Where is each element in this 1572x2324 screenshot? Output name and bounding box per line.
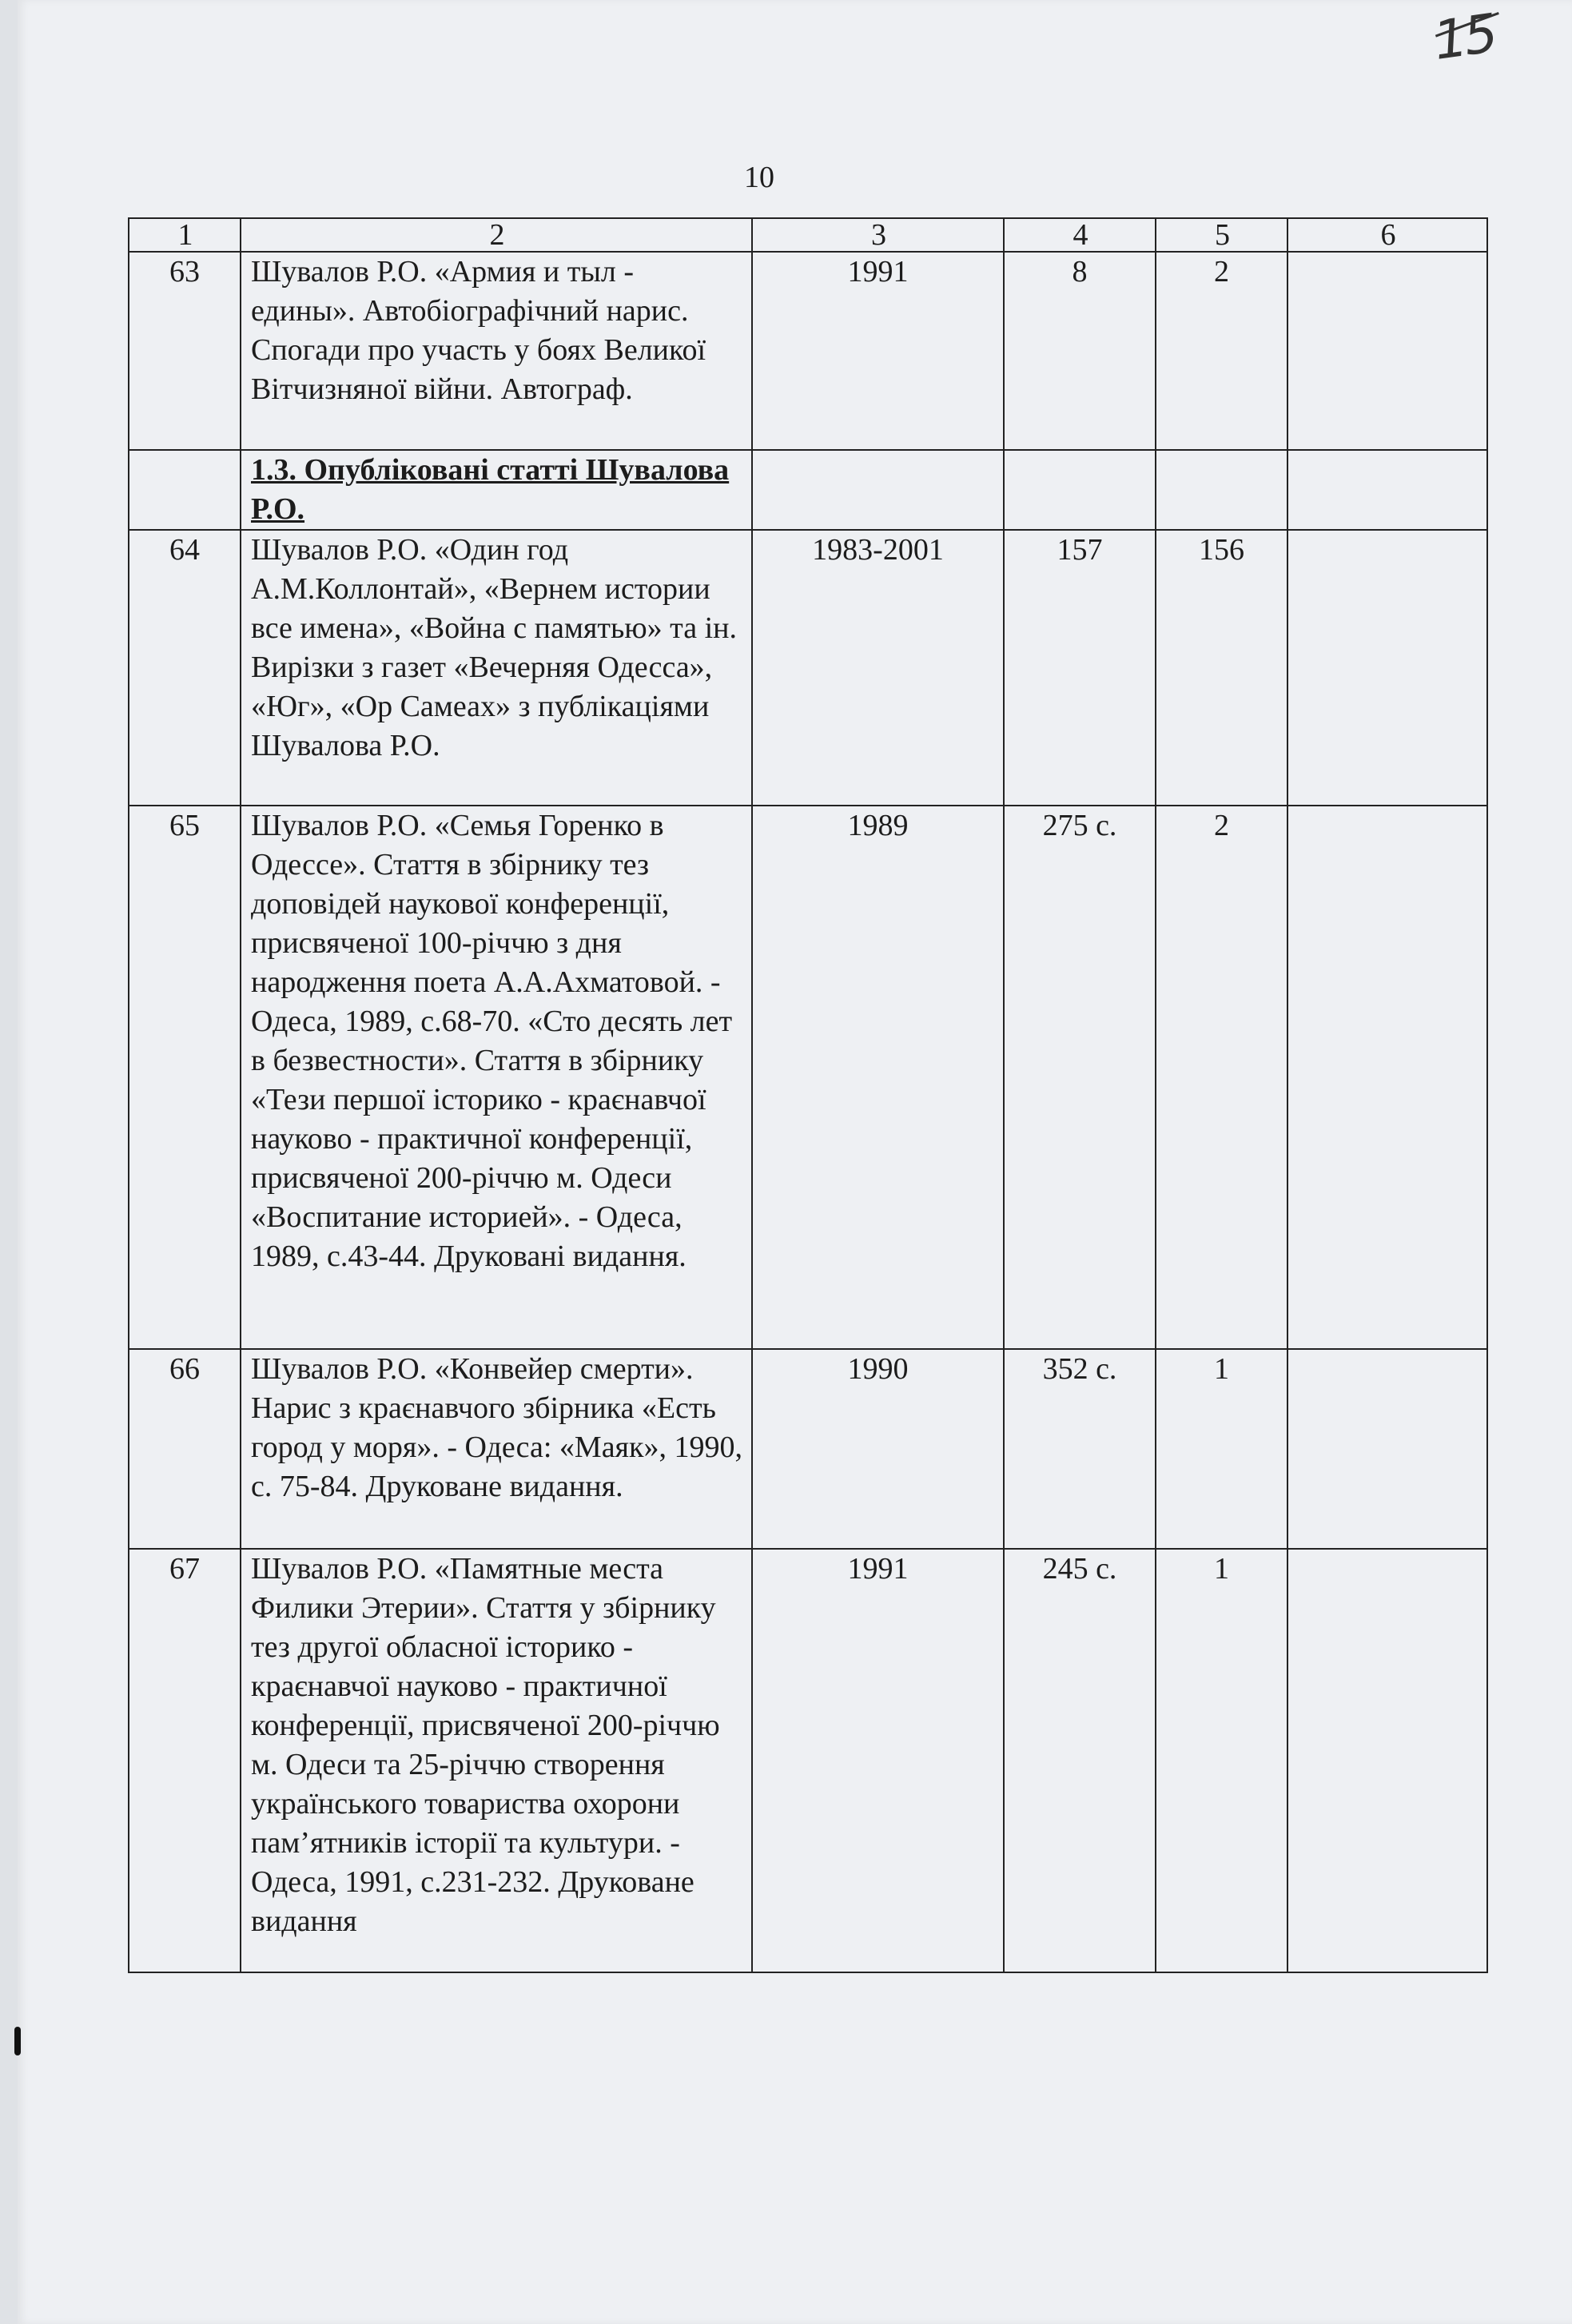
- item-number: 64: [129, 530, 241, 806]
- item-count: 156: [1156, 530, 1287, 806]
- table-header-row: [129, 218, 1487, 252]
- item-title: Шувалов Р.О. «Семья Горенко в Одессе». Стаття в збірнику тез доповідей наукової конференції, присвяченої 100-річчю з дня народження поета А.А.Ахматовой. - Одеса, 1989, с.68-70. «Сто десять лет в безвестности». Стаття в збірнику «Тези першої історико - краєнавчої науково - практичної конференції, присвяченої 200-річчю м. Одеси «Воспитание историей». - Одеса, 1989, с.43-44. Друковані видання.: [241, 806, 752, 1349]
- item-dates: 1990: [752, 1349, 1004, 1549]
- item-dates: 1991: [752, 1549, 1004, 1972]
- item-title: Шувалов Р.О. «Армия и тыл - едины». Автобіографічний нарис. Спогади про участь у боях Великої Вітчизняної війни. Автограф.: [241, 252, 752, 450]
- column-header: 3: [752, 218, 1004, 252]
- section-title: 1.3. Опубліковані статті Шувалова Р.О.: [241, 450, 752, 530]
- column-header: 4: [1004, 218, 1156, 252]
- page-edge: [0, 0, 19, 2324]
- column-header: 6: [1287, 218, 1487, 252]
- column-header: 1: [129, 218, 241, 252]
- section-number-cell: [129, 450, 241, 530]
- column-header: 5: [1156, 218, 1287, 252]
- margin-mark: [14, 2027, 21, 2055]
- item-notes: [1287, 252, 1487, 450]
- item-number: 66: [129, 1349, 241, 1549]
- item-number: 63: [129, 252, 241, 450]
- item-dates: 1989: [752, 806, 1004, 1349]
- archive-folio-number: 15: [1430, 2, 1498, 72]
- item-number: 65: [129, 806, 241, 1349]
- item-pages: 157: [1004, 530, 1156, 806]
- table-row: [129, 1349, 1487, 1549]
- item-count: 1: [1156, 1549, 1287, 1972]
- empty-cell: [752, 450, 1004, 530]
- empty-cell: [1287, 450, 1487, 530]
- item-count: 2: [1156, 252, 1287, 450]
- table-row: [129, 530, 1487, 806]
- section-row: [129, 450, 1487, 530]
- item-title: Шувалов Р.О. «Один год А.М.Коллонтай», «Вернем истории все имена», «Война с памятью» та ін. Вирізки з газет «Вечерняя Одесса», «Юг», «Ор Самеах» з публікаціями Шувалова Р.О.: [241, 530, 752, 806]
- item-count: 2: [1156, 806, 1287, 1349]
- item-count: 1: [1156, 1349, 1287, 1549]
- page-number: 10: [744, 161, 774, 194]
- item-pages: 352 с.: [1004, 1349, 1156, 1549]
- table-row: [129, 806, 1487, 1349]
- item-title: Шувалов Р.О. «Конвейер смерти». Нарис з краєнавчого збірника «Есть город у моря». - Одеса: «Маяк», 1990, с. 75-84. Друковане видання.: [241, 1349, 752, 1549]
- table-row: [129, 252, 1487, 450]
- item-title: Шувалов Р.О. «Памятные места Филики Этерии». Стаття у збірнику тез другої обласної історико - краєнавчої науково - практичної конференції, присвяченої 200-річчю м. Одеси та 25-річчю створення українського товариства охорони пам’ятників історії та культури. - Одеса, 1991, с.231-232. Друковане видання: [241, 1549, 752, 1972]
- item-notes: [1287, 1349, 1487, 1549]
- item-notes: [1287, 1549, 1487, 1972]
- archive-register-table: [128, 217, 1488, 1973]
- item-dates: 1983-2001: [752, 530, 1004, 806]
- item-pages: 275 с.: [1004, 806, 1156, 1349]
- empty-cell: [1156, 450, 1287, 530]
- item-notes: [1287, 530, 1487, 806]
- item-number: 67: [129, 1549, 241, 1972]
- column-header: 2: [241, 218, 752, 252]
- item-dates: 1991: [752, 252, 1004, 450]
- item-notes: [1287, 806, 1487, 1349]
- empty-cell: [1004, 450, 1156, 530]
- item-pages: 245 с.: [1004, 1549, 1156, 1972]
- item-pages: 8: [1004, 252, 1156, 450]
- table-row: [129, 1549, 1487, 1972]
